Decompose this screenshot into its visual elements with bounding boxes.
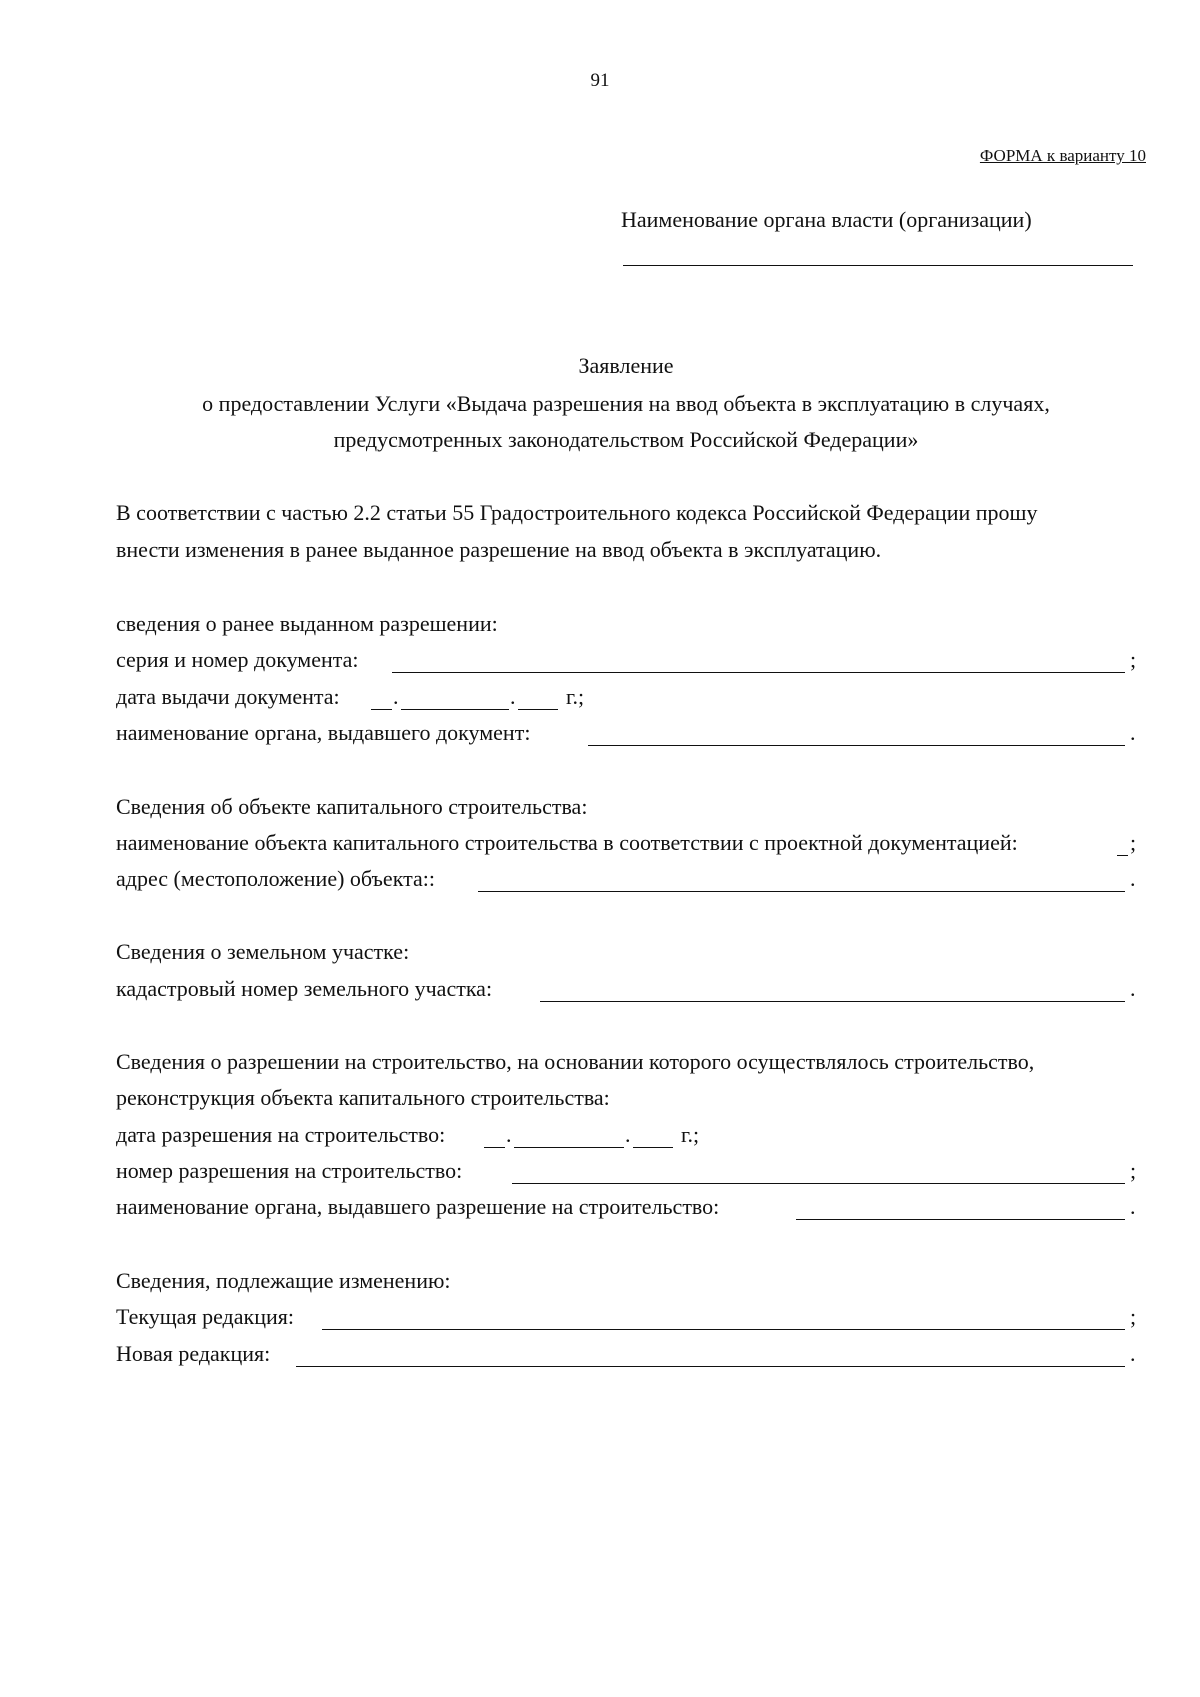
prev-permit-issuer-row xyxy=(116,720,1146,750)
document-subtitle-line-1: о предоставлении Услуги «Выдача разрешения на ввод объекта в эксплуатацию в случаях, xyxy=(202,391,1050,416)
year-suffix: г.; xyxy=(566,684,585,709)
object-name-label: наименование объекта капитального строительства в соответствии с проектной документацией: xyxy=(116,830,1018,855)
prev-permit-series-row xyxy=(116,647,1146,677)
new-version-label: Новая редакция: xyxy=(116,1341,271,1366)
punct-semicolon: ; xyxy=(1130,830,1137,855)
cadastral-number-row xyxy=(116,976,1146,1006)
construction-permit-number-row xyxy=(116,1158,1146,1188)
date-dot: . xyxy=(510,684,516,709)
construction-permit-date-row xyxy=(116,1122,816,1152)
object-name-field[interactable] xyxy=(1117,855,1128,856)
construction-permit-day-field[interactable] xyxy=(484,1147,505,1148)
changes-heading: Сведения, подлежащие изменению: xyxy=(116,1268,451,1293)
prev-permit-date-row xyxy=(116,684,716,714)
year-suffix: г.; xyxy=(681,1122,700,1147)
construction-permit-date-label: дата разрешения на строительство: xyxy=(116,1122,446,1147)
prev-permit-series-field[interactable] xyxy=(392,672,1125,673)
cadastral-number-field[interactable] xyxy=(540,1001,1125,1002)
construction-permit-year-field[interactable] xyxy=(633,1147,673,1148)
object-info-heading: Сведения об объекте капитального строительства: xyxy=(116,794,588,819)
prev-permit-issuer-label: наименование органа, выдавшего документ: xyxy=(116,720,531,745)
punct-semicolon: ; xyxy=(1130,1304,1137,1329)
construction-permit-number-field[interactable] xyxy=(512,1183,1125,1184)
punct-semicolon: ; xyxy=(1130,1158,1137,1183)
current-version-field[interactable] xyxy=(322,1329,1125,1330)
construction-permit-issuer-field[interactable] xyxy=(796,1219,1125,1220)
intro-line-2: внести изменения в ранее выданное разрешение на ввод объекта в эксплуатацию. xyxy=(116,537,882,562)
punct-period: . xyxy=(1130,1194,1136,1219)
construction-permit-issuer-label: наименование органа, выдавшего разрешение на строительство: xyxy=(116,1194,720,1219)
punct-period: . xyxy=(1130,866,1136,891)
construction-permit-number-label: номер разрешения на строительство: xyxy=(116,1158,463,1183)
intro-line-1: В соответствии с частью 2.2 статьи 55 Градостроительного кодекса Российской Федерации прошу xyxy=(116,500,1038,525)
construction-permit-issuer-row xyxy=(116,1194,1146,1224)
authority-label: Наименование органа власти (организации) xyxy=(621,207,1032,232)
punct-period: . xyxy=(1130,1341,1136,1366)
prev-permit-month-field[interactable] xyxy=(401,709,509,710)
construction-permit-month-field[interactable] xyxy=(514,1147,624,1148)
construction-permit-heading-line-1: Сведения о разрешении на строительство, на основании которого осуществлялось строительство, xyxy=(116,1049,1035,1074)
authority-name-field[interactable] xyxy=(623,265,1133,266)
land-plot-heading: Сведения о земельном участке: xyxy=(116,939,410,964)
form-reference: ФОРМА к варианту 10 xyxy=(979,146,1146,165)
document-title: Заявление xyxy=(578,353,674,378)
construction-permit-heading-line-2: реконструкция объекта капитального строительства: xyxy=(116,1085,610,1110)
prev-permit-heading: сведения о ранее выданном разрешении: xyxy=(116,611,498,636)
object-name-row xyxy=(116,830,1146,860)
current-version-row xyxy=(116,1304,1146,1334)
new-version-row xyxy=(116,1341,1146,1371)
page-number: 91 xyxy=(590,70,610,91)
prev-permit-date-label: дата выдачи документа: xyxy=(116,684,340,709)
current-version-label: Текущая редакция: xyxy=(116,1304,294,1329)
object-address-label: адрес (местоположение) объекта:: xyxy=(116,866,435,891)
new-version-field[interactable] xyxy=(296,1366,1125,1367)
object-address-field[interactable] xyxy=(478,891,1125,892)
date-dot: . xyxy=(393,684,399,709)
object-address-row xyxy=(116,866,1146,896)
document-subtitle-line-2: предусмотренных законодательством Российской Федерации» xyxy=(333,427,919,452)
cadastral-number-label: кадастровый номер земельного участка: xyxy=(116,976,493,1001)
date-dot: . xyxy=(506,1122,512,1147)
punct-period: . xyxy=(1130,720,1136,745)
prev-permit-year-field[interactable] xyxy=(518,709,558,710)
prev-permit-day-field[interactable] xyxy=(371,709,392,710)
date-dot: . xyxy=(625,1122,631,1147)
prev-permit-issuer-field[interactable] xyxy=(588,745,1125,746)
prev-permit-series-label: серия и номер документа: xyxy=(116,647,359,672)
punct-period: . xyxy=(1130,976,1136,1001)
punct-semicolon: ; xyxy=(1130,647,1137,672)
